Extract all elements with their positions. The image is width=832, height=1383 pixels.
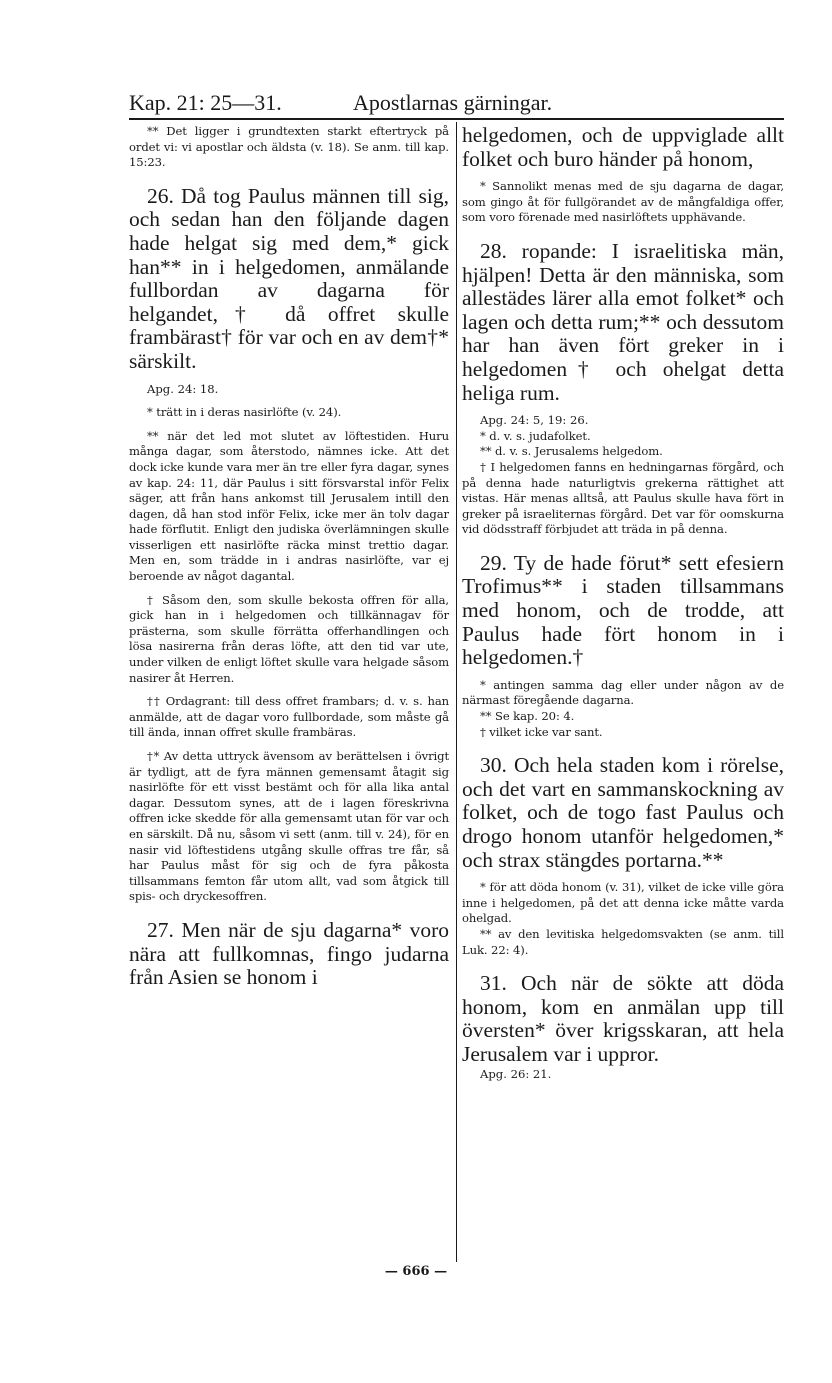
footnote-v26-3: † Såsom den, som skulle bekosta offren för alla, gick han in i helgedomen och tillkännagav för prästerna, som skulle förrätta offerhandlingen och lösa nasirerna från deras löfte, att den tid var ute, under vilken de enligt löftet skulle vara helgade såsom nasirer åt Herren. xyxy=(129,592,449,685)
cross-reference-v31: Apg. 26: 21. xyxy=(480,1066,552,1081)
footnote-v29-2: ** Se kap. 20: 4. xyxy=(480,709,575,724)
page-number: — 666 — xyxy=(384,1264,448,1279)
verse-31: 31. Och när de sökte att döda honom, kom en anmälan upp till översten* över krigsskaran, att hela Jerusalem var i uppror. xyxy=(462,971,784,1066)
footnote-v25: ** Det ligger i grundtexten starkt eftertryck på ordet vi: vi apostlar och äldsta (v. 18). Se anm. till kap. 15:23. xyxy=(129,124,449,170)
footnote-v30-2: ** av den levitiska helgedomsvakten (se anm. till Luk. 22: 4). xyxy=(462,926,784,957)
left-column xyxy=(129,124,449,990)
cross-reference-v26: Apg. 24: 18. xyxy=(147,381,219,396)
book-title: Apostlarnas gärningar. xyxy=(353,90,553,115)
footnote-v27: * Sannolikt menas med de sju dagarna de dagar, som gingo åt för fullgörandet av de mångfaldiga offer, som voro förenade med nasirlöftets upphävande. xyxy=(462,179,784,225)
verse-30: 30. Och hela staden kom i rörelse, och det vart en sammanskockning av folket, och de togo fast Paulus och drogo honom utanför helgedomen,* och strax stängdes portarna.** xyxy=(462,753,784,872)
footnote-v26-4: †† Ordagrant: till dess offret frambars; d. v. s. han anmälde, att de dagar voro fullbordade, som måste gå till ända, innan offret skulle frambäras. xyxy=(129,694,449,740)
cross-reference-v28: Apg. 24: 5, 19: 26. xyxy=(480,413,589,428)
footnote-v26-5: †* Av detta uttryck ävensom av berättelsen i övrigt är tydligt, att de fyra männen gemensamt åtagit sig nasirlöfte för ett visst bestämt och för alla lika antal dagar. Dessutom synes, att de i lagen föreskrivna offren icke skedde för alla gemensamt utan för var och en särskilt. Då nu, såsom vi sett (anm. till v. 24), för en nasir vid löftestidens utgång skulle offras tre får, så har Paulus måst för sig och de fyra påkosta tillsammans femton får utom allt, vad som åtgick till spis- och dryckesoffren. xyxy=(129,749,449,904)
footnote-v26-1: * trätt in i deras nasirlöfte (v. 24). xyxy=(147,405,342,420)
running-header xyxy=(129,88,784,118)
footnote-v29-1: * antingen samma dag eller under någon av de närmast föregående dagarna. xyxy=(462,677,784,708)
column-divider xyxy=(456,122,457,1262)
footnote-v28-1: * d. v. s. judafolket. xyxy=(480,428,591,443)
verse-26: 26. Då tog Paulus männen till sig, och sedan han den följande dagen hade helgat sig med dem,* gick han** in i helgedomen, anmälande fullbordan av dagarna för helgandet,† då offret skulle frambärast† för var och en av dem†* särskilt. xyxy=(129,183,449,373)
verse-28: 28. ropande: I israelitiska män, hjälpen! Detta är den människa, som allestädes lärer alla emot folket* och lagen och detta rum;** och dessutom har han även fört greker in i helgedomen† och ohelgat detta heliga rum. xyxy=(462,238,784,405)
footnote-v28-3: † I helgedomen fanns en hedningarnas förgård, och på denna hade naturligtvis grekerna rättighet att vistas. Här menas alltså, att Paulus skulle hava fört in greker på israeliternas förgård. Det var för oomskurna vid dödsstraff förbjudet att träda in på denna. xyxy=(462,459,784,537)
verse-29: 29. Ty de hade förut* sett efesiern Trofimus** i staden tillsammans med honom, och de trodde, att Paulus hade fört honom in i helgedomen.† xyxy=(462,550,784,670)
footnote-v28-2: ** d. v. s. Jerusalems helgedom. xyxy=(480,444,663,459)
footnote-v29-3: † vilket icke var sant. xyxy=(480,724,603,739)
footnote-v30-1: * för att döda honom (v. 31), vilket de icke ville göra inne i helgedomen, på det att denna icke måtte varda ohelgad. xyxy=(462,880,784,926)
header-rule xyxy=(129,118,784,120)
footnote-v26-2: ** när det led mot slutet av löftestiden. Huru många dagar, som återstodo, nämnes icke. Att det dock icke kunde vara mer än tre eller fyra dagar, synes av kap. 24: 11, där Paulus i sitt försvarstal inför Felix säger, att från hans ankomst till Jerusalem intill den dagen, då han stod inför Felix, icke mer än tolv dagar hade förflutit. Enligt den judiska överlämningen skulle visserligen ett nasirlöfte räcka minst trettio dagar. Men en, som trädde in i andras nasirlöfte, var ej beroende av något dagantal. xyxy=(129,428,449,584)
chapter-reference: Kap. 21: 25—31. xyxy=(129,90,282,115)
verse-27: 27. Men när de sju dagarna* voro nära att fullkomnas, fingo judarna från Asien se honom i xyxy=(129,917,449,990)
right-column xyxy=(462,124,784,1082)
verse-27-continued: helgedomen, och de uppviglade allt folket och buro händer på honom, xyxy=(462,123,784,171)
